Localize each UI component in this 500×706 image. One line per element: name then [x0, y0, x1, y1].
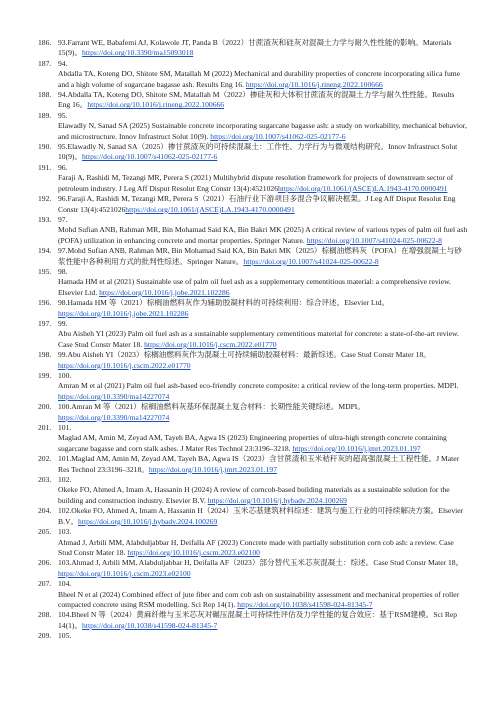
reference-text	[58, 246, 468, 267]
doi-link[interactable]: https://doi.org/10.1061/(ASCE)LA.1943-4170.0000491	[125, 204, 295, 214]
doi-link[interactable]: https://doi.org/10.1016/j.jobe.2021.102286	[58, 308, 189, 318]
reference-citation: 97.	[58, 214, 68, 224]
reference-citation: 100.Amran M 等（2021）棕榈油燃料灰基环保混凝土复合材料：长期性能关键综述。MDPI。	[58, 402, 365, 412]
reference-text	[58, 371, 468, 381]
reference-text	[58, 402, 468, 423]
reference-number: 204.	[38, 506, 52, 516]
reference-number: 197.	[38, 318, 52, 328]
reference-citation: 97.Mohd Sufian ANB, Rahman MR, Bin Mohamad Said KA, Bin Bakri MK（2025）棕榈油燃料灰（POFA）在增强混凝土与砂浆性能中各种利用方式的批判性综述。Springer Nature。	[58, 246, 462, 266]
reference-text	[58, 225, 468, 246]
reference-item	[38, 631, 468, 641]
reference-citation: Ahmad J, Arbili MM, Alabduljabbar H, Deifalla AF (2023) Concrete made with partially substitution corn cob ash: a review. Case Stud Constr Mater 18.	[58, 537, 454, 557]
reference-text	[58, 350, 468, 371]
reference-citation: Faraji A, Rashidi M, Tezangi MR, Perera S (2021) Multihybrid dispute resolution framework for projects of downstream sector of petroleum industry. J Leg Aff Disput Resolut Eng Constr 13(4):4521026	[58, 173, 454, 193]
reference-citation: Bheel N et al (2024) Combined effect of jute fiber and corn cob ash on sustainability assessment and mechanical properties of roller compacted concrete using RSM modelling. Sci Rep 14(1).	[58, 589, 460, 609]
reference-item	[38, 485, 468, 506]
reference-item	[38, 246, 468, 267]
reference-text	[58, 38, 468, 59]
reference-item	[38, 590, 468, 611]
reference-citation: Amran M et al (2021) Palm oil fuel ash-based eco-friendly concrete composite: a critical review of the long-term properties. MDPI.	[58, 381, 459, 391]
reference-citation: 102.Okeke FO, Ahmed A, Imam A, Hassanin H（2024）玉米芯基建筑材料综述：建筑与施工行业的可持续解决方案。Elsevier B.V。	[58, 506, 464, 526]
reference-number: 208.	[38, 610, 52, 620]
reference-item	[38, 538, 468, 559]
reference-number: 209.	[38, 631, 52, 641]
reference-number	[38, 433, 58, 454]
reference-number: 196.	[38, 298, 52, 308]
reference-citation: 103.Ahmad J, Arbili MM, Alabduljabbar H, Deifalla AF（2023）部分替代玉米芯灰混凝土：综述。Case Stud Constr Mater 18。	[58, 558, 464, 568]
reference-list	[38, 38, 468, 642]
reference-text	[58, 558, 468, 579]
reference-citation: Elawadly N, Sanad SA (2025) Sustainable concrete incorporating sugarcane bagasse ash: a study on workability, mechanical behavior, and microstructure. Innov Infrastruct Solut 10(9).	[58, 121, 467, 141]
reference-text	[58, 381, 468, 402]
doi-link[interactable]: https://doi.org/10.1016/j.cscm.2023.e02100	[127, 547, 260, 557]
doi-link[interactable]: https://doi.org/10.3390/ma14227074	[58, 391, 170, 401]
reference-citation: 99.Abu Aisheh YI（2023）棕榈油燃料灰作为混凝土可持续辅助胶凝材料：最新综述。Case Stud Constr Mater 18。	[58, 350, 431, 360]
reference-citation: 99.	[58, 318, 68, 328]
reference-item	[38, 69, 468, 90]
doi-link[interactable]: https://doi.org/10.1016/j.rineng.2022.100666	[87, 100, 225, 110]
reference-citation: 104.Bheel N 等（2024）黄麻纤维与玉米芯灰对碾压混凝土可持续性评估及力学性能的复合效应：基于RSM建模。Sci Rep 14(1)。	[58, 610, 458, 630]
reference-number: 207.	[38, 579, 52, 589]
doi-link[interactable]: https://doi.org/10.1016/j.hybadv.2024.100269	[207, 495, 347, 505]
reference-number	[38, 381, 58, 402]
reference-item	[38, 381, 468, 402]
reference-citation: Maglad AM, Amin M, Zeyad AM, Tayeh BA, Agwa IS (2023) Engineering properties of ultra-high strength concrete containing sugarcane bagasse and corn stalk ashes. J Mater Res Technol 23:3196–3218.	[58, 433, 447, 453]
reference-citation: 103.	[58, 527, 72, 537]
reference-item	[38, 475, 468, 485]
reference-text	[58, 610, 468, 631]
reference-item	[38, 506, 468, 527]
reference-number	[38, 590, 58, 611]
doi-link[interactable]: https://doi.org/10.1016/j.jobe.2021.102286	[99, 287, 230, 297]
doi-link[interactable]: https://doi.org/10.1038/s41598-024-81345-7	[82, 620, 218, 630]
reference-number: 203.	[38, 475, 52, 485]
reference-text	[58, 215, 468, 225]
reference-item	[38, 111, 468, 121]
reference-number	[38, 173, 58, 194]
reference-number	[38, 121, 58, 142]
reference-number: 205.	[38, 527, 52, 537]
reference-citation: 105.	[58, 631, 72, 641]
reference-text	[58, 433, 468, 454]
reference-citation: 101.Maglad AM, Amin M, Zeyad AM, Tayeh BA, Agwa IS（2023）含甘蔗渣和玉米秸秆灰的超高强混凝土工程性能。J Mater Res Technol 23:3196–3218。	[58, 454, 460, 474]
reference-item	[38, 298, 468, 319]
doi-link[interactable]: https://doi.org/10.1016/j.cscm.2022.e01770	[58, 360, 191, 370]
reference-item	[38, 350, 468, 371]
reference-number	[38, 538, 58, 559]
reference-item	[38, 215, 468, 225]
reference-item	[38, 225, 468, 246]
reference-item	[38, 558, 468, 579]
reference-item	[38, 423, 468, 433]
reference-number: 199.	[38, 371, 52, 380]
reference-text	[58, 538, 468, 559]
doi-link[interactable]: https://doi.org/10.3390/ma15093018	[82, 48, 194, 58]
doi-link[interactable]: https://doi.org/10.1016/j.jmrt.2023.01.197	[148, 464, 277, 474]
reference-text	[58, 142, 468, 163]
reference-item	[38, 38, 468, 59]
reference-number: 189.	[38, 110, 52, 120]
doi-link[interactable]: https://doi.org/10.3390/ma14227074	[58, 412, 170, 422]
reference-text	[58, 163, 468, 173]
reference-number: 192.	[38, 194, 52, 204]
reference-item	[38, 163, 468, 173]
doi-link[interactable]: https://doi.org/10.1007/s41024-025-00622-8	[306, 235, 442, 245]
reference-number: 188.	[38, 90, 52, 100]
doi-link[interactable]: https://doi.org/10.1016/j.rineng.2022.100666	[245, 79, 383, 89]
reference-item	[38, 194, 468, 215]
reference-number	[38, 277, 58, 298]
reference-citation: 93.Farrant WE, Babafemi AJ, Kolawole JT, Panda B（2022）甘蔗渣灰和硅灰对混凝土力学与耐久性性能的影响。Materials 15(9)。	[58, 38, 452, 58]
reference-number: 193.	[38, 214, 52, 224]
reference-item	[38, 579, 468, 589]
reference-text	[58, 267, 468, 277]
reference-number: 201.	[38, 423, 52, 433]
doi-link[interactable]: https://doi.org/10.1016/j.jmrt.2023.01.197	[292, 443, 421, 453]
reference-citation: Okeke FO, Ahmed A, Imam A, Hassanin H (2024) A review of corncob-based building materials as a sustainable solution for the building and construction industry. Elsevier B.V.	[58, 485, 450, 505]
reference-citation: 94.Abdalla TA, Koteng DO, Shitote SM, Matallah M（2022）掺硅灰和大体积甘蔗渣灰的混凝土力学与耐久性性能。Results Eng 16。	[58, 90, 455, 110]
doi-link[interactable]: https://doi.org/10.1007/s41062-025-02177-6	[210, 131, 346, 141]
reference-citation: 98.Hamada HM 等（2021）棕榈油燃料灰作为辅助胶凝材料的可持续利用：综合评述。Elsevier Ltd。	[58, 298, 390, 308]
reference-citation: 96.Faraji A, Rashidi M, Tezangi MR, Perera S（2021）石油行业下游项目多混合争议解决框架。J Leg Aff Disput Resolut Eng Constr 13(4):4521026	[58, 194, 456, 214]
reference-item	[38, 433, 468, 454]
reference-text	[58, 298, 468, 319]
reference-text	[58, 69, 468, 90]
reference-number: 206.	[38, 558, 52, 568]
reference-number	[38, 225, 58, 246]
reference-item	[38, 121, 468, 142]
reference-citation: Abdalla TA, Koteng DO, Shitote SM, Matallah M (2022) Mechanical and durability properties of concrete incorporating silica fume and a high volume of sugarcane bagasse ash. Results Eng 16.	[58, 69, 461, 89]
doi-link[interactable]: https://doi.org/10.1038/s41598-024-81345-7	[237, 599, 373, 609]
reference-text	[58, 590, 468, 611]
reference-item	[38, 454, 468, 475]
reference-text	[58, 454, 468, 475]
reference-item	[38, 319, 468, 329]
reference-item	[38, 267, 468, 277]
reference-text	[58, 475, 468, 485]
reference-text	[58, 319, 468, 329]
reference-citation: Mohd Sufian ANB, Rahman MR, Bin Mohamad Said KA, Bin Bakri MK (2025) A critical review of various types of palm oil fuel ash (POFA) utilization in enhancing concrete and mortar properties. Springer Nature.	[58, 225, 468, 245]
reference-item	[38, 59, 468, 69]
reference-number: 200.	[38, 402, 52, 412]
reference-number: 194.	[38, 246, 52, 256]
reference-citation: 95.Elawadly N, Sanad SA（2025）掺甘蔗渣灰的可持续混凝土：工作性、力学行为与微观结构研究。Innov Infrastruct Solut 10(9)。	[58, 142, 458, 162]
reference-number	[38, 485, 58, 506]
reference-number: 191.	[38, 162, 52, 172]
reference-text	[58, 329, 468, 350]
reference-text	[58, 111, 468, 121]
reference-citation: 94.	[58, 58, 68, 68]
reference-item	[38, 402, 468, 423]
reference-number: 187.	[38, 58, 52, 68]
reference-text	[58, 506, 468, 527]
reference-number: 198.	[38, 350, 52, 360]
doi-link[interactable]: https://doi.org/10.1016/j.hybadv.2024.100269	[78, 516, 218, 526]
reference-citation: 102.	[58, 475, 72, 485]
reference-text	[58, 173, 468, 194]
reference-text	[58, 423, 468, 433]
reference-citation: 96.	[58, 162, 68, 172]
doi-link[interactable]: https://doi.org/10.1007/s41062-025-02177-6	[82, 152, 218, 162]
reference-citation: 98.	[58, 266, 68, 276]
reference-text	[58, 631, 468, 641]
reference-number	[38, 69, 58, 90]
reference-text	[58, 527, 468, 537]
reference-item	[38, 173, 468, 194]
reference-citation: 101.	[58, 423, 72, 433]
reference-number: 186.	[38, 38, 52, 47]
reference-item	[38, 277, 468, 298]
reference-number: 202.	[38, 454, 52, 464]
reference-text	[58, 485, 468, 506]
reference-text	[58, 194, 468, 215]
reference-citation: 100.	[58, 371, 72, 380]
reference-citation: Abu Aisheh YI (2023) Palm oil fuel ash as a sustainable supplementary cementitious material for concrete: a state-of-the-art review. Case Stud Constr Mater 18.	[58, 329, 459, 349]
doi-link[interactable]: https://doi.org/10.1007/s41024-025-00622-8	[243, 256, 379, 266]
reference-text	[58, 579, 468, 589]
reference-item	[38, 90, 468, 111]
reference-number: 190.	[38, 142, 52, 152]
reference-text	[58, 59, 468, 69]
reference-item	[38, 142, 468, 163]
reference-citation: 104.	[58, 579, 72, 589]
reference-number	[38, 329, 58, 350]
reference-text	[58, 277, 468, 298]
reference-item	[38, 371, 468, 381]
reference-text	[58, 121, 468, 142]
reference-item	[38, 527, 468, 537]
doi-link[interactable]: https://doi.org/10.1061/(ASCE)LA.1943-4170.0000491	[278, 183, 448, 193]
reference-citation: 95.	[58, 110, 68, 120]
doi-link[interactable]: https://doi.org/10.1016/j.cscm.2023.e02100	[58, 568, 191, 578]
reference-citation: Hamada HM et al (2021) Sustainable use of palm oil fuel ash as a supplementary cementitious material: a comprehensive review. Elsevier Ltd.	[58, 277, 451, 297]
doi-link[interactable]: https://doi.org/10.1016/j.cscm.2022.e01770	[144, 339, 277, 349]
reference-number: 195.	[38, 266, 52, 276]
reference-text	[58, 90, 468, 111]
reference-item	[38, 329, 468, 350]
reference-item	[38, 610, 468, 631]
